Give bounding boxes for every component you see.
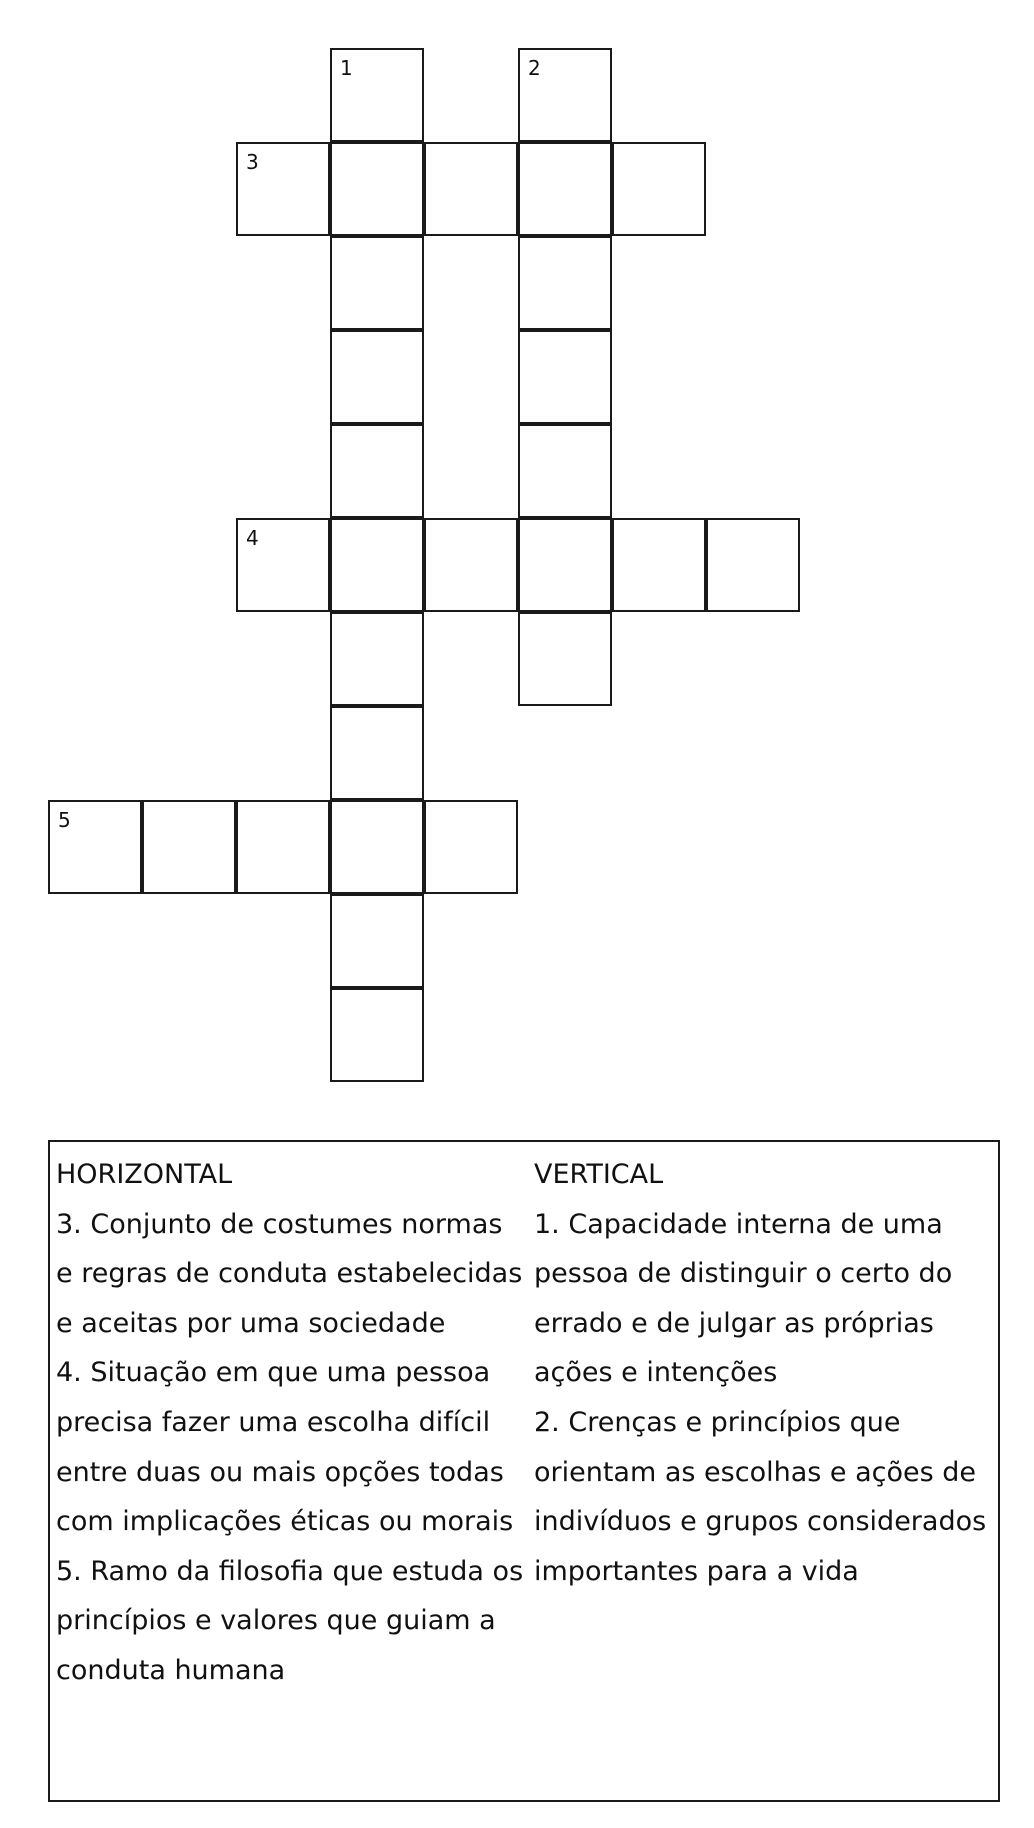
crossword-cell[interactable] — [236, 142, 330, 236]
crossword-cell[interactable] — [142, 800, 236, 894]
horizontal-heading: HORIZONTAL — [56, 1159, 233, 1190]
crossword-cell[interactable] — [236, 518, 330, 612]
crossword-cell[interactable] — [48, 800, 142, 894]
vertical-clues — [534, 1150, 996, 1596]
crossword-cell[interactable] — [330, 330, 424, 424]
crossword-cell[interactable] — [612, 518, 706, 612]
crossword-cell[interactable] — [424, 800, 518, 894]
crossword-cell[interactable] — [330, 48, 424, 142]
crossword-cell[interactable] — [330, 988, 424, 1082]
clue-vertical-1: 1. Capacidade interna de uma pessoa de distinguir o certo do errado e de julgar as próprias ações e intenções — [534, 1208, 953, 1389]
crossword-cell[interactable] — [518, 518, 612, 612]
crossword-cell[interactable] — [330, 706, 424, 800]
crossword-cell[interactable] — [330, 800, 424, 894]
crossword-cell[interactable] — [330, 142, 424, 236]
crossword-cell[interactable] — [330, 612, 424, 706]
clue-horizontal-4: 4. Situação em que uma pessoa precisa fazer uma escolha difícil entre duas ou mais opções todas com implicações éticas ou morais — [56, 1357, 514, 1538]
crossword-cell[interactable] — [330, 424, 424, 518]
cell-number: 4 — [246, 526, 259, 550]
crossword-cell[interactable] — [706, 518, 800, 612]
crossword-cell[interactable] — [330, 518, 424, 612]
crossword-cell[interactable] — [518, 612, 612, 706]
crossword-cell[interactable] — [330, 236, 424, 330]
cell-number: 3 — [246, 150, 259, 174]
clue-vertical-2: 2. Crenças e princípios que orientam as escolhas e ações de indivíduos e grupos considerados importantes para a vida — [534, 1406, 987, 1587]
crossword-cell[interactable] — [236, 800, 330, 894]
crossword-cell[interactable] — [518, 330, 612, 424]
crossword-cell[interactable] — [518, 236, 612, 330]
crossword-cell[interactable] — [518, 48, 612, 142]
crossword-cell[interactable] — [518, 424, 612, 518]
clues-box — [48, 1140, 1000, 1802]
crossword-cell[interactable] — [424, 142, 518, 236]
crossword-cell[interactable] — [612, 142, 706, 236]
horizontal-clues — [56, 1150, 526, 1696]
crossword-cell[interactable] — [518, 142, 612, 236]
crossword-cell[interactable] — [424, 518, 518, 612]
vertical-heading: VERTICAL — [534, 1159, 664, 1190]
cell-number: 2 — [528, 56, 541, 80]
clue-horizontal-3: 3. Conjunto de costumes normas e regras de conduta estabelecidas e aceitas por uma sociedade — [56, 1208, 523, 1339]
crossword-cell[interactable] — [330, 894, 424, 988]
cell-number: 1 — [340, 56, 353, 80]
clue-horizontal-5: 5. Ramo da filosofia que estuda os princípios e valores que guiam a conduta humana — [56, 1555, 524, 1686]
cell-number: 5 — [58, 808, 71, 832]
